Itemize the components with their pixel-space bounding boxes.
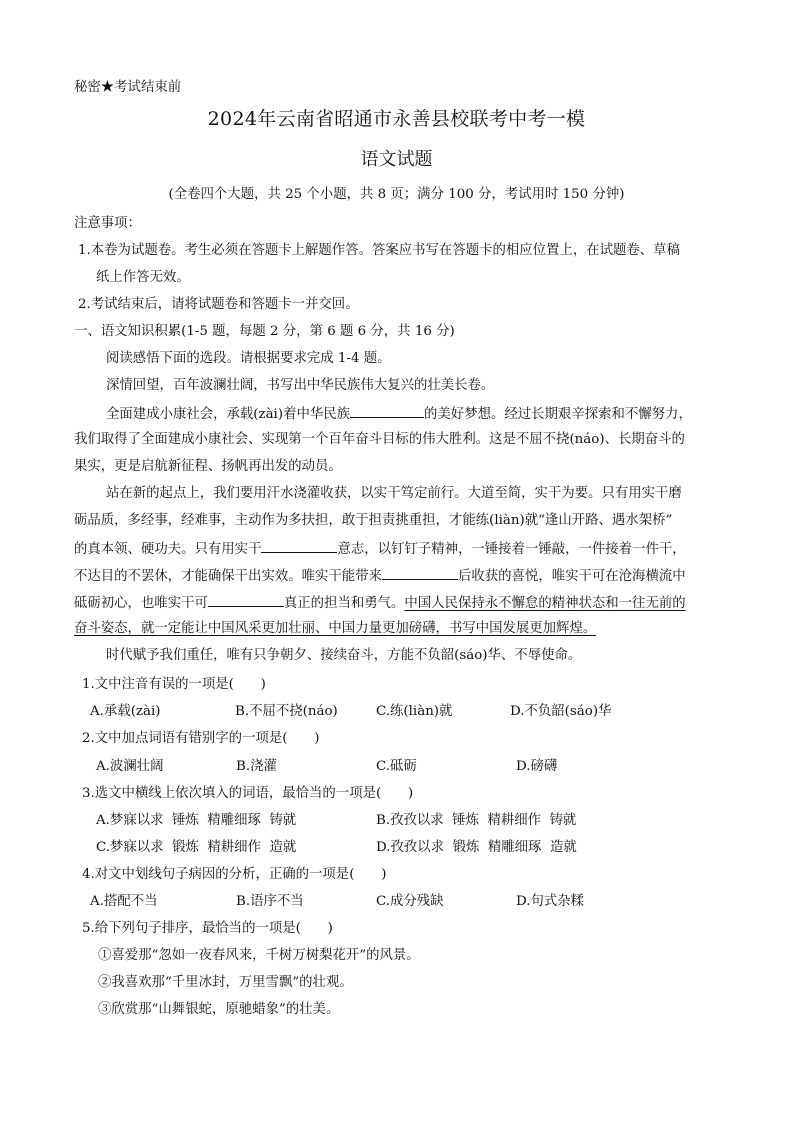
question-3-option-a: A.梦寐以求 锤炼 精雕细琢 铸就 [96, 813, 297, 828]
passage-paragraph-1: 深情回望，百年波澜壮阔，书写出中华民族伟大复兴的壮美长卷。 [106, 378, 495, 393]
underlined-sentence-cont: 奋斗姿态，就一定能让中国风采更加壮丽、中国力量更加磅礴，书写中国发展更加辉煌。 [74, 621, 597, 636]
passage-paragraph-3-line-2: 砺品质，多经事，经难事，主动作为多扶担，敢于担责挑重担，才能练(liàn)就“逢山开路、遇水架桥” [74, 513, 673, 528]
question-1-stem: 1.文中注音有误的一项是( ) [82, 677, 266, 692]
exam-subtitle: (全卷四个大题，共 25 个小题，共 8 页；满分 100 分，考试用时 150 分钟) [168, 187, 625, 202]
section-instruction: 阅读感悟下面的选段。请根据要求完成 1-4 题。 [106, 351, 391, 366]
passage-paragraph-3-line-6 [74, 621, 596, 637]
question-1-option-a: A.承载(zài) [90, 704, 161, 719]
notice-item-2: 2.考试结束后，请将试题卷和答题卡一并交回。 [78, 297, 359, 312]
question-5-item-1: ①喜爱那“忽如一夜春风来，千树万树梨花开”的风景。 [98, 948, 420, 963]
question-4-option-d: D.句式杂糅 [516, 894, 585, 909]
passage-text: 的真本领、硬功夫。只有用实干 [74, 542, 262, 557]
notice-item-1-cont: 纸上作答无效。 [96, 270, 190, 285]
section-heading: 一、语文知识积累(1-5 题，每题 2 分，第 6 题 6 分，共 16 分) [74, 324, 455, 339]
question-4-option-c: C.成分残缺 [376, 894, 444, 909]
passage-paragraph-3-line-5 [74, 594, 686, 612]
passage-text: 全面建成小康社会，承载(zài)着中华民族 [106, 407, 351, 422]
passage-paragraph-2-line-3: 果实，更是启航新征程、扬帆再出发的动员。 [74, 459, 342, 474]
passage-paragraph-4: 时代赋予我们重任，唯有只争朝夕、接续奋斗，方能不负韶(sáo)华、不辱使命。 [106, 648, 582, 663]
fill-blank-2 [261, 540, 337, 553]
question-1-option-b: B.不屈不挠(náo) [235, 704, 338, 719]
fill-blank-1 [350, 405, 424, 418]
question-3-option-b: B.孜孜以求 锤炼 精耕细作 铸就 [376, 813, 577, 828]
passage-text: 砥砺初心，也唯实干可 [74, 596, 208, 611]
question-3-option-d: D.孜孜以求 锻炼 精雕细琢 造就 [376, 840, 577, 855]
question-2-stem: 2.文中加点词语有错别字的一项是( ) [82, 731, 320, 746]
passage-paragraph-2-line-1 [106, 405, 692, 423]
question-4-stem: 4.对文中划线句子病因的分析，正确的一项是( ) [82, 867, 387, 882]
fill-blank-3 [382, 567, 458, 580]
passage-text: 意志，以钉钉子精神，一锤接着一锤敲，一件接着一件干， [337, 542, 686, 557]
question-2-option-a: A.波澜壮阔 [96, 759, 164, 774]
passage-text: 后收获的喜悦，唯实干可在沧海横流中 [457, 569, 686, 584]
question-2-option-b: B.浇灌 [236, 759, 277, 774]
question-1-option-d: D.不负韶(sáo)华 [510, 704, 612, 719]
question-5-item-3: ③欣赏那“山舞银蛇，原驰蜡象”的壮美。 [98, 1002, 340, 1017]
passage-paragraph-2-line-2: 我们取得了全面建成小康社会、实现第一个百年奋斗目标的伟大胜利。这是不屈不挠(náo)、长期奋斗的 [74, 432, 685, 447]
passage-text: 真正的担当和勇气。 [283, 596, 405, 611]
passage-text: 的美好梦想。经过长期艰辛探索和不懈努力， [424, 407, 692, 422]
question-5-stem: 5.给下列句子排序，最恰当的一项是( ) [82, 921, 333, 936]
question-2-option-d: D.磅礴 [516, 759, 558, 774]
exam-title: 2024年云南省昭通市永善县校联考中考一模 [207, 108, 586, 130]
question-4-option-b: B.语序不当 [236, 894, 304, 909]
question-4-option-a: A.搭配不当 [90, 894, 158, 909]
passage-paragraph-3-line-4 [74, 567, 686, 585]
passage-text: 不达目的不罢休，才能确保干出实效。唯实干能带来 [74, 569, 382, 584]
notice-heading: 注意事项： [74, 216, 141, 231]
notice-item-1: 1.本卷为试题卷。考生必须在答题卡上解题作答。答案应书写在答题卡的相应位置上，在试题卷、草稿 [78, 243, 680, 258]
underlined-sentence: 中国人民保持永不懈怠的精神状态和一往无前的 [404, 596, 686, 611]
subject-title: 语文试题 [360, 149, 433, 170]
question-2-option-c: C.砥砺 [376, 759, 417, 774]
question-5-item-2: ②我喜欢那“千里冰封，万里雪飘”的壮观。 [98, 975, 353, 990]
passage-paragraph-3-line-3 [74, 540, 686, 558]
question-3-option-c: C.梦寐以求 锻炼 精耕细作 造就 [96, 840, 297, 855]
passage-paragraph-3-line-1: 站在新的起点上，我们要用汗水浇灌收获，以实干笃定前行。大道至简，实干为要。只有用实干磨 [106, 486, 682, 501]
question-3-stem: 3.选文中横线上依次填入的词语，最恰当的一项是( ) [82, 786, 414, 801]
question-1-option-c: C.练(liàn)就 [376, 704, 453, 719]
secret-label: 秘密★考试结束前 [74, 80, 182, 95]
fill-blank-4 [208, 594, 284, 607]
